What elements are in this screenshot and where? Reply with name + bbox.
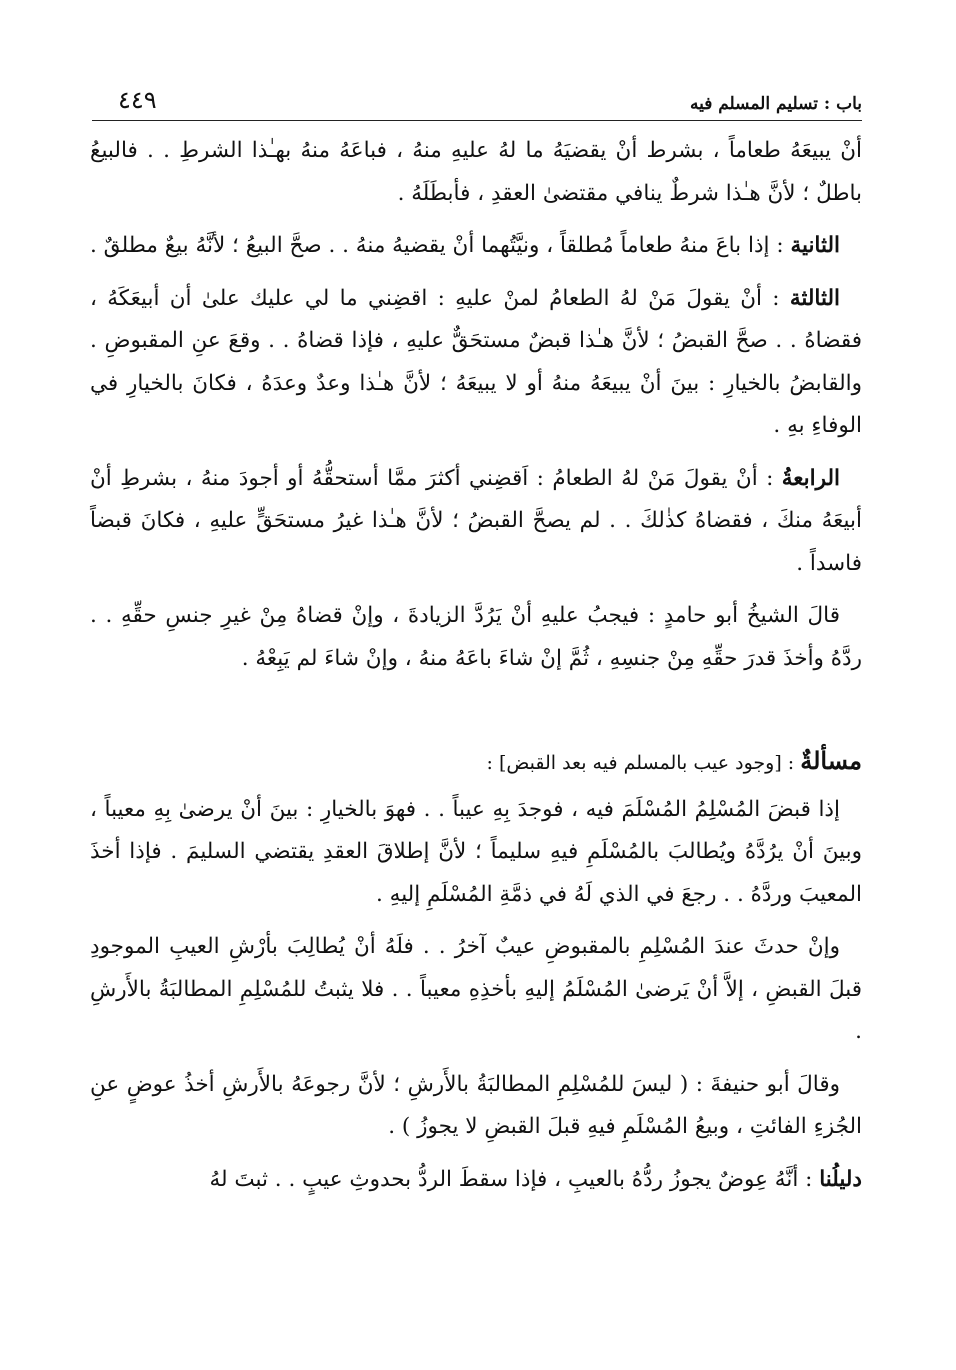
paragraph bbox=[90, 1064, 862, 1149]
paragraph bbox=[90, 789, 862, 917]
paragraph-lead: الرابعةُ bbox=[781, 465, 840, 491]
paragraph-lead: الثالثة bbox=[789, 285, 840, 311]
paragraph bbox=[90, 225, 862, 268]
paragraph bbox=[90, 1159, 862, 1202]
paragraph-text: : أنْ يقولَ مَنْ لهُ الطعامُ لمنْ عليهِ : اقضِني ما لي عليك علىٰ أن أبيعَكَهُ ، فقضاهُ . . صحَّ القبضُ ؛ لأنَّ هـٰذا قبضٌ مستحَقٌّ عليهِ ، فإذا قضاهُ . . وقعَ عنِ المقبوضِ . والقابضُ بالخيارِ : بينَ أنْ يبيعَهُ منهُ أو لا يبيعَهُ ؛ لأنَّ هـٰذا وعدٌ وعدَهُ ، فكانَ بالخيارِ في الوفاءِ بهِ . bbox=[90, 285, 862, 438]
masala-title: : [وجود عيب بالمسلم فيه بعد القبض] : bbox=[486, 752, 801, 774]
paragraph-lead: دليلُنا bbox=[819, 1166, 862, 1192]
paragraph bbox=[90, 130, 862, 215]
page-header bbox=[92, 86, 862, 121]
paragraph-text: وإنْ حدثَ عندَ المُسْلِمِ بالمقبوضِ عيبٌ آخرُ . . فلَهُ أنْ يُطالِبَ بأرْشِ العيبِ الموجودِ قبلَ القبضِ ، إلاَّ أنْ يَرضىٰ المُسْلَمُ إليهِ بأخذِهِ معيباً . . فلا يثبتُ للمُسْلِمِ المطالبَةُ بالأَرشِ . bbox=[90, 934, 862, 1044]
paragraph-text: : أنَّهُ عِوضٌ يجوزُ ردُّهُ بالعيبِ ، فإذا سقطَ الردُّ بحدوثِ عيبٍ . . ثبتَ لهُ bbox=[209, 1166, 820, 1192]
paragraph-lead: الثانية bbox=[790, 233, 840, 258]
page-number: ٤٤٩ bbox=[118, 86, 157, 114]
masala-label: مسألةٌ bbox=[800, 746, 862, 775]
paragraph-text: : أنْ يقولَ مَنْ لهُ الطعامُ : اَقضِني أكثرَ ممَّا أستحقُّهُ أو أجودَ منهُ ، بشرطِ أنْ أبيعَهُ منكَ ، فقضاهُ كذٰلكَ . . لم يصحَّ القبضُ ؛ لأنَّ هـٰذا غيرُ مستحَقٍّ عليهِ ، فكانَ قبضاً فاسداً . bbox=[90, 465, 862, 576]
paragraph-text: أنْ يبيعَهُ طعاماً ، بشرط أنْ يقضيَهُ ما لهُ عليهِ منهُ ، فباعَهُ منهُ بهـٰذا الشرطِ . . فالبيعُ باطلٌ ؛ لأنَّ هـٰذا شرطٌ ينافي مقتضىٰ العقدِ ، فأبطَلَهُ . bbox=[90, 138, 862, 206]
masala-heading bbox=[90, 740, 862, 785]
paragraph bbox=[90, 926, 862, 1054]
paragraph-text: إذا قبضَ المُسْلِمُ المُسْلَمَ فيه ، فوجدَ بِهِ عيباً . . فهوَ بالخيارِ : بينَ أنْ يرضىٰ بِهِ معيباً ، وبينَ أنْ يرُدَّهُ ويُطالبَ بالمُسْلَمِ فيهِ سليماً ؛ لأنَّ إطلاقَ العقدِ يقتضي السليمَ . فإذا أخذَ المعيبَ وردَّهُ . . رجعَ في الذي لَهُ في ذمَّةِ المُسْلَمِ إليهِ . bbox=[90, 796, 862, 907]
running-title: باب : تسليم المسلم فيه bbox=[689, 94, 862, 114]
paragraph bbox=[90, 458, 862, 586]
paragraph-text: وقالَ أبو حنيفةَ : ( ليسَ للمُسْلِمِ المطالبَةُ بالأَرشِ ؛ لأنَّ رجوعَهُ بالأَرشِ أخذُ عوضٍ عنِ الجُزءِ الفائتِ ، وبيعُ المُسْلَمِ فيهِ قبلَ القبضِ لا يجوزُ ) . bbox=[90, 1071, 862, 1139]
paragraph-text: : إذا باعَ منهُ طعاماً مُطلقاً ، ونيَّتُهما أنْ يقضيهُ منهُ . . صحَّ البيعُ ؛ لأنَّهُ بيعٌ مطلقٌ . bbox=[90, 233, 791, 258]
paragraph bbox=[90, 595, 862, 680]
page-body bbox=[90, 130, 862, 1211]
paragraph bbox=[90, 278, 862, 448]
paragraph-text: قالَ الشيخُ أبو حامدٍ : فيجبُ عليهِ أنْ يَرُدَّ الزيادةَ ، وإنْ قضاهُ مِنْ غيرِ جنسِ حقِّهِ . . ردَّهُ وأخذَ قدرَ حقِّهِ مِنْ جنسِهِ ، ثُمَّ إنْ شاءَ باعَهُ منهُ ، وإنْ شاءَ لم يَبِعْهُ . bbox=[90, 603, 862, 671]
